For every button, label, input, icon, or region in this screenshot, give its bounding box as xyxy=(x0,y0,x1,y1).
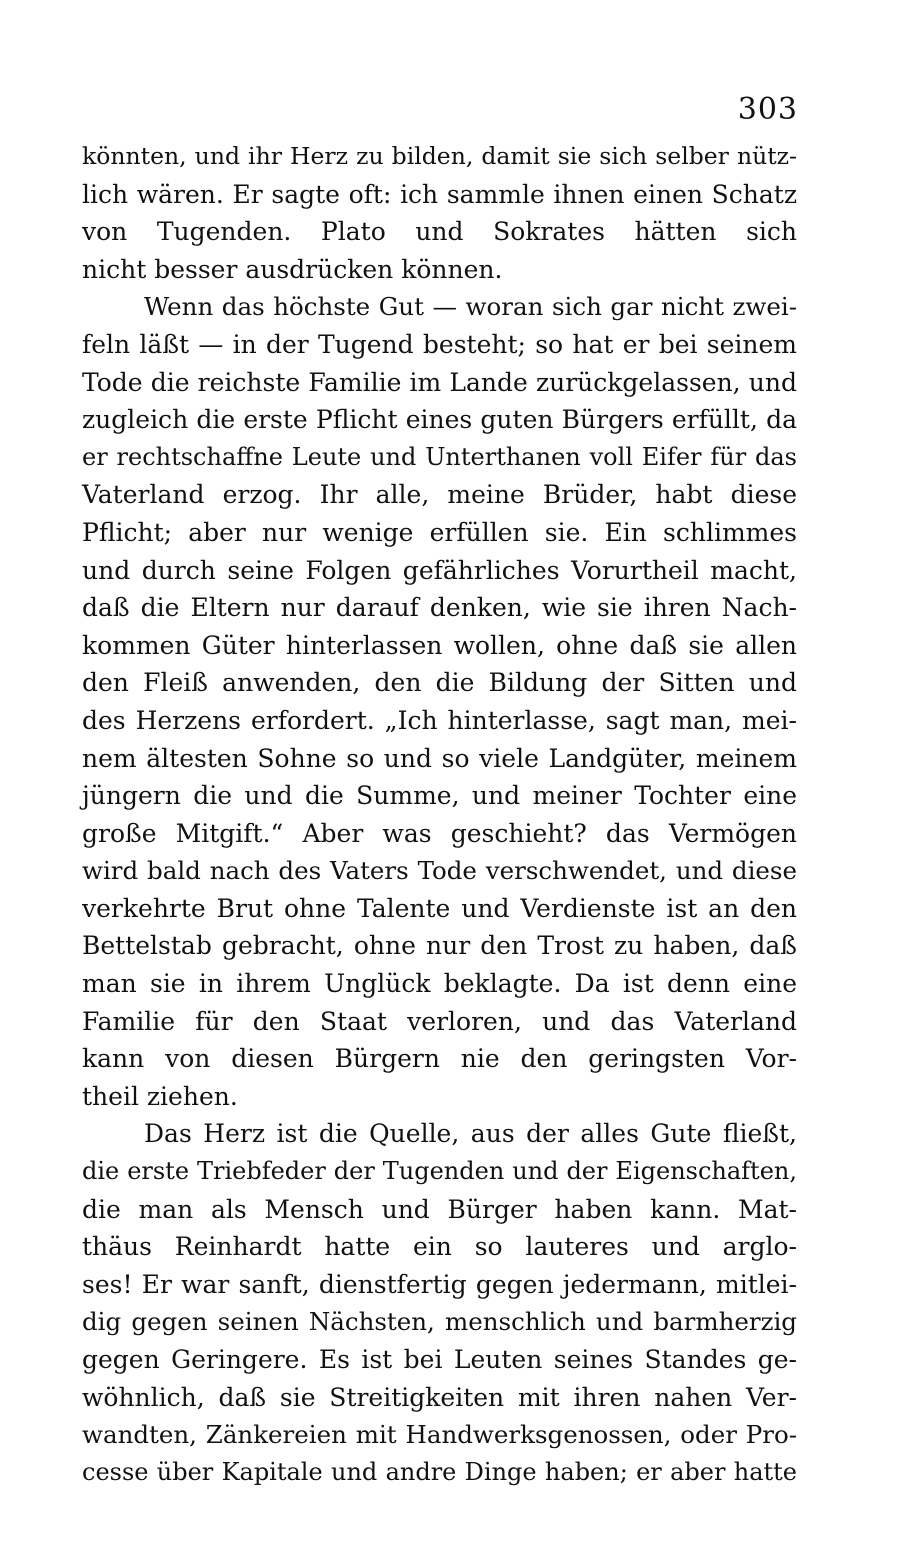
text-line: kommen Güter hinterlassen wollen, ohne daß sie allen xyxy=(82,630,797,660)
text-line: ses! Er war sanft, dienstfertig gegen jedermann, mitlei- xyxy=(82,1269,797,1299)
text-line: des Herzens erfordert. „Ich hinterlasse, sagt man, mei- xyxy=(82,705,797,735)
text-line: wöhnlich, daß sie Streitigkeiten mit ihren nahen Ver- xyxy=(82,1382,797,1412)
text-line: cesse über Kapitale und andre Dinge haben; er aber hatte xyxy=(82,1457,797,1486)
paragraph-start-line: Das Herz ist die Quelle, aus der alles Gute fließt, xyxy=(144,1119,797,1149)
text-line: von Tugenden. Plato und Sokrates hätten sich xyxy=(82,217,797,247)
text-line: nicht besser ausdrücken können. xyxy=(82,254,503,284)
text-line: dig gegen seinen Nächsten, menschlich und barmherzig xyxy=(82,1307,797,1337)
text-line: zugleich die erste Pflicht eines guten Bürgers erfüllt, da xyxy=(82,405,797,435)
text-line: verkehrte Brut ohne Talente und Verdienste ist an den xyxy=(82,893,797,923)
paragraph-start-line: Wenn das höchste Gut — woran sich gar nicht zwei- xyxy=(144,292,797,322)
text-line: nem ältesten Sohne so und so viele Landgüter, meinem xyxy=(82,743,797,773)
text-line: Pflicht; aber nur wenige erfüllen sie. Ein schlimmes xyxy=(82,517,797,547)
text-line: und durch seine Folgen gefährliches Vorurtheil macht, xyxy=(82,555,797,585)
text-line: theil ziehen. xyxy=(82,1081,238,1111)
text-line: jüngern die und die Summe, und meiner Tochter eine xyxy=(82,781,797,811)
text-line: er rechtschaffne Leute und Unterthanen voll Eifer für das xyxy=(82,442,797,471)
text-line: thäus Reinhardt hatte ein so lauteres und arglo- xyxy=(82,1232,797,1262)
text-line: Bettelstab gebracht, ohne nur den Trost zu haben, daß xyxy=(82,931,797,961)
text-line: die man als Mensch und Bürger haben kann. Mat- xyxy=(82,1194,797,1224)
text-line: lich wären. Er sagte oft: ich sammle ihnen einen Schatz xyxy=(82,179,797,209)
text-line: wandten, Zänkereien mit Handwerksgenossen, oder Pro- xyxy=(82,1420,797,1450)
text-line: feln läßt — in der Tugend besteht; so hat er bei seinem xyxy=(82,329,797,359)
text-line: den Fleiß anwenden, den die Bildung der Sitten und xyxy=(82,668,797,698)
text-line: man sie in ihrem Unglück beklagte. Da ist denn eine xyxy=(82,969,797,999)
text-line: Vaterland erzog. Ihr alle, meine Brüder, habt diese xyxy=(82,480,797,510)
page-number: 303 xyxy=(737,92,798,127)
text-line: gegen Geringere. Es ist bei Leuten seines Standes ge- xyxy=(82,1345,797,1374)
text-line: Familie für den Staat verloren, und das Vaterland xyxy=(82,1006,797,1036)
text-line: daß die Eltern nur darauf denken, wie sie ihren Nach- xyxy=(82,593,797,623)
text-line: wird bald nach des Vaters Tode verschwendet, und diese xyxy=(82,856,797,886)
text-line: könnten, und ihr Herz zu bilden, damit sie sich selber nütz- xyxy=(82,142,797,170)
text-line: die erste Triebfeder der Tugenden und der Eigenschaften, xyxy=(82,1157,797,1186)
text-line: große Mitgift.“ Aber was geschieht? das Vermögen xyxy=(82,818,797,848)
text-line: Tode die reichste Familie im Lande zurückgelassen, und xyxy=(82,367,797,397)
text-line: kann von diesen Bürgern nie den geringsten Vor- xyxy=(82,1044,797,1074)
body-text xyxy=(82,138,797,1491)
